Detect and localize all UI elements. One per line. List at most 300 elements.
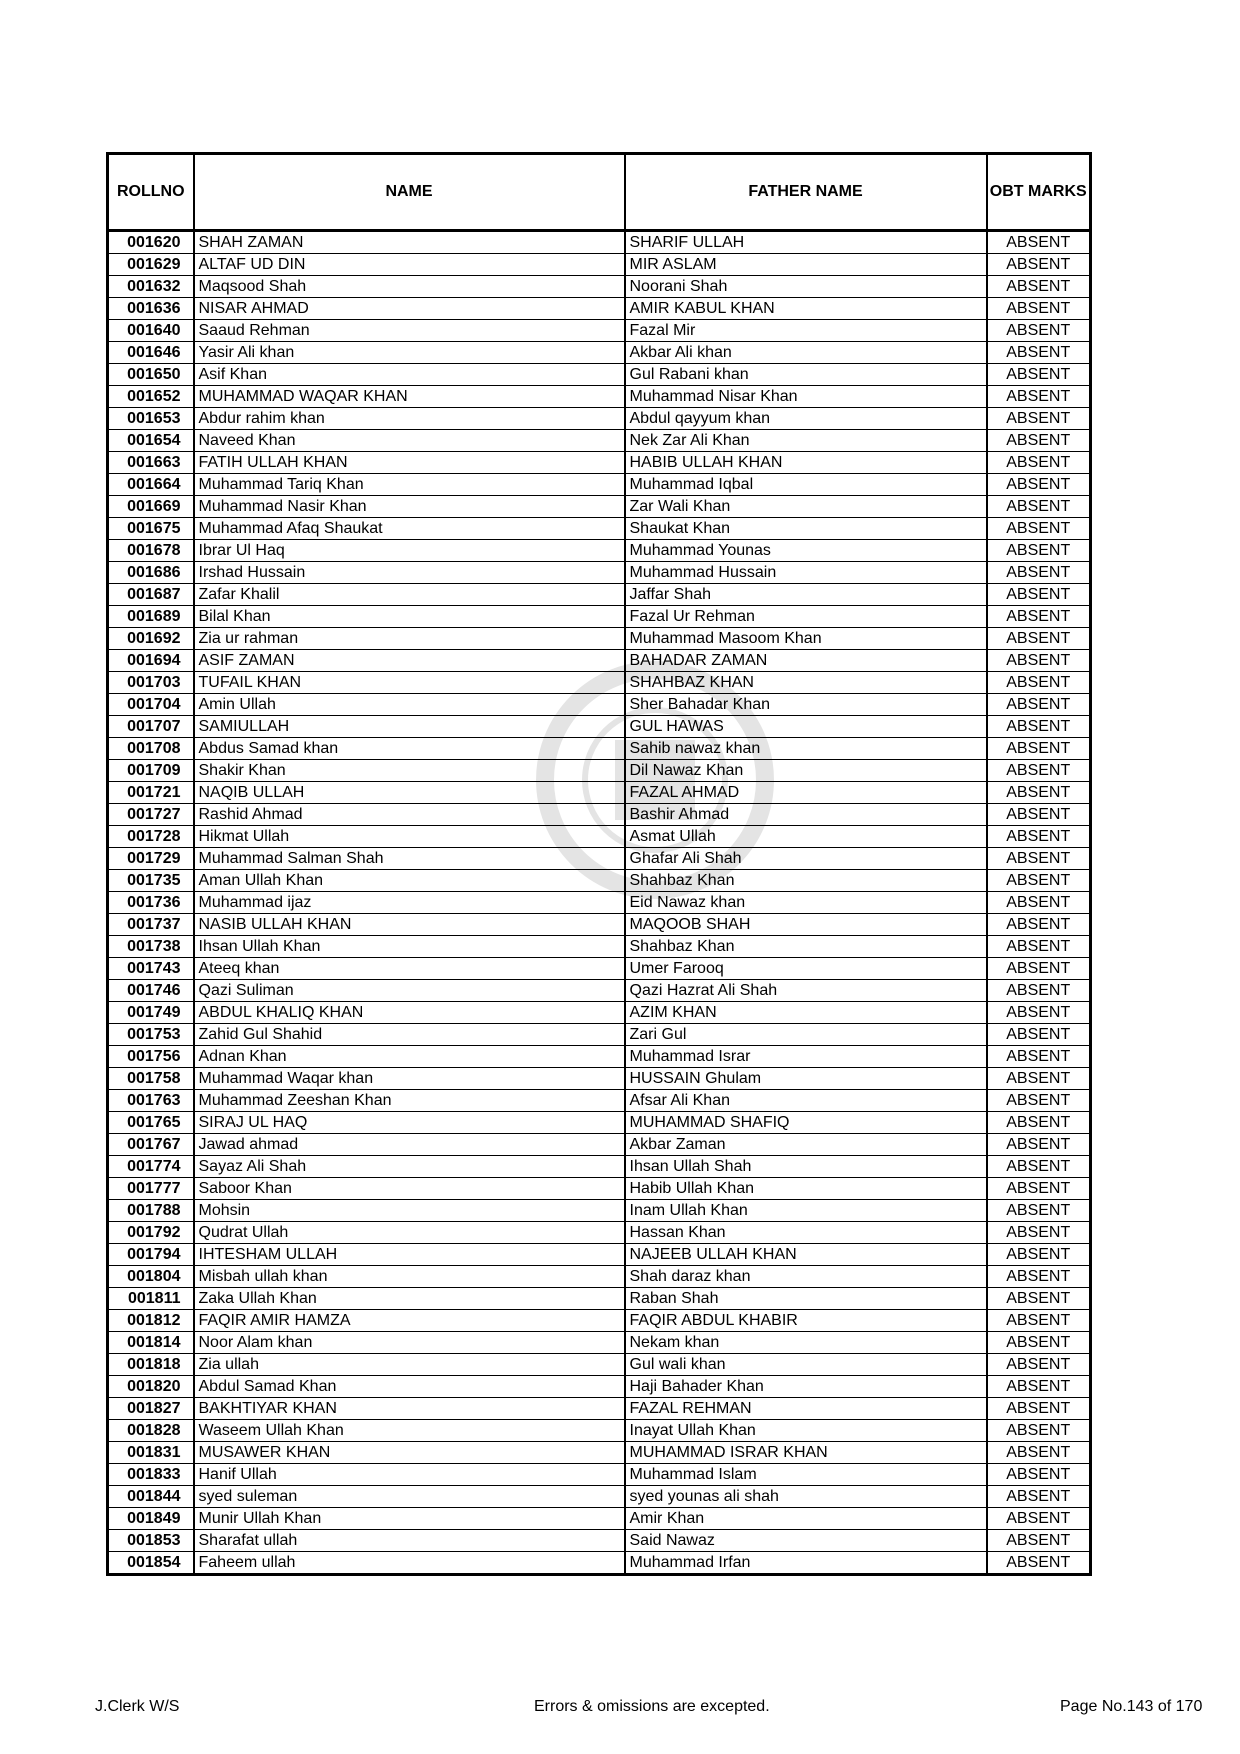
roll-number-cell: 001650: [108, 364, 194, 386]
marks-cell: ABSENT: [987, 760, 1091, 782]
father-name-cell: Abdul qayyum khan: [625, 408, 987, 430]
father-name-cell: Fazal Ur Rehman: [625, 606, 987, 628]
table-row: [108, 276, 1091, 298]
marks-cell: ABSENT: [987, 1178, 1091, 1200]
roll-number-cell: 001788: [108, 1200, 194, 1222]
roll-number-cell: 001664: [108, 474, 194, 496]
roll-number-cell: 001640: [108, 320, 194, 342]
father-name-cell: Inayat Ullah Khan: [625, 1420, 987, 1442]
marks-cell: ABSENT: [987, 320, 1091, 342]
name-cell: syed suleman: [194, 1486, 625, 1508]
roll-number-cell: 001652: [108, 386, 194, 408]
name-cell: SIRAJ UL HAQ: [194, 1112, 625, 1134]
father-name-cell: Asmat Ullah: [625, 826, 987, 848]
table-row: [108, 1068, 1091, 1090]
name-cell: IHTESHAM ULLAH: [194, 1244, 625, 1266]
marks-cell: ABSENT: [987, 1332, 1091, 1354]
table-row: [108, 1090, 1091, 1112]
marks-cell: ABSENT: [987, 518, 1091, 540]
table-row: [108, 254, 1091, 276]
table-row: [108, 1156, 1091, 1178]
father-name-cell: Akbar Zaman: [625, 1134, 987, 1156]
father-name-cell: NAJEEB ULLAH KHAN: [625, 1244, 987, 1266]
name-cell: NAQIB ULLAH: [194, 782, 625, 804]
marks-cell: ABSENT: [987, 782, 1091, 804]
roll-number-cell: 001675: [108, 518, 194, 540]
table-row: [108, 386, 1091, 408]
marks-cell: ABSENT: [987, 1090, 1091, 1112]
father-name-cell: Fazal Mir: [625, 320, 987, 342]
name-cell: NASIB ULLAH KHAN: [194, 914, 625, 936]
marks-cell: ABSENT: [987, 430, 1091, 452]
marks-cell: ABSENT: [987, 738, 1091, 760]
name-cell: Asif Khan: [194, 364, 625, 386]
marks-cell: ABSENT: [987, 914, 1091, 936]
roll-number-cell: 001708: [108, 738, 194, 760]
marks-cell: ABSENT: [987, 386, 1091, 408]
father-name-cell: GUL HAWAS: [625, 716, 987, 738]
name-cell: Abdul Samad Khan: [194, 1376, 625, 1398]
marks-cell: ABSENT: [987, 496, 1091, 518]
marks-cell: ABSENT: [987, 474, 1091, 496]
table-row: [108, 628, 1091, 650]
table-row: [108, 1376, 1091, 1398]
marks-cell: ABSENT: [987, 804, 1091, 826]
name-cell: ABDUL KHALIQ KHAN: [194, 1002, 625, 1024]
name-cell: Zaka Ullah Khan: [194, 1288, 625, 1310]
marks-cell: ABSENT: [987, 1464, 1091, 1486]
roll-number-cell: 001828: [108, 1420, 194, 1442]
table-row: [108, 650, 1091, 672]
roll-number-cell: 001687: [108, 584, 194, 606]
father-name-cell: Shah daraz khan: [625, 1266, 987, 1288]
name-cell: FAQIR AMIR HAMZA: [194, 1310, 625, 1332]
table-row: [108, 562, 1091, 584]
father-name-cell: Muhammad Hussain: [625, 562, 987, 584]
table-row: [108, 870, 1091, 892]
table-row: [108, 782, 1091, 804]
name-cell: Irshad Hussain: [194, 562, 625, 584]
marks-cell: ABSENT: [987, 936, 1091, 958]
father-name-cell: Inam Ullah Khan: [625, 1200, 987, 1222]
name-cell: Hanif Ullah: [194, 1464, 625, 1486]
roll-number-cell: 001792: [108, 1222, 194, 1244]
roll-number-cell: 001654: [108, 430, 194, 452]
father-name-cell: FAZAL REHMAN: [625, 1398, 987, 1420]
father-name-cell: Said Nawaz: [625, 1530, 987, 1552]
roll-number-cell: 001853: [108, 1530, 194, 1552]
table-row: [108, 298, 1091, 320]
marks-cell: ABSENT: [987, 1024, 1091, 1046]
father-name-cell: SHAHBAZ KHAN: [625, 672, 987, 694]
table-row: [108, 1002, 1091, 1024]
father-name-cell: SHARIF ULLAH: [625, 231, 987, 254]
marks-cell: ABSENT: [987, 1376, 1091, 1398]
roll-number-cell: 001820: [108, 1376, 194, 1398]
roll-number-cell: 001709: [108, 760, 194, 782]
roll-number-cell: 001707: [108, 716, 194, 738]
roll-number-cell: 001632: [108, 276, 194, 298]
name-cell: Muhammad Zeeshan Khan: [194, 1090, 625, 1112]
name-cell: Bilal Khan: [194, 606, 625, 628]
marks-cell: ABSENT: [987, 1222, 1091, 1244]
header-father-name: FATHER NAME: [625, 154, 987, 231]
roll-number-cell: 001811: [108, 1288, 194, 1310]
table-row: [108, 1178, 1091, 1200]
father-name-cell: Nekam khan: [625, 1332, 987, 1354]
marks-cell: ABSENT: [987, 1310, 1091, 1332]
table-row: [108, 1200, 1091, 1222]
roll-number-cell: 001653: [108, 408, 194, 430]
name-cell: Misbah ullah khan: [194, 1266, 625, 1288]
marks-cell: ABSENT: [987, 1266, 1091, 1288]
name-cell: Abdus Samad khan: [194, 738, 625, 760]
table-row: [108, 804, 1091, 826]
roll-number-cell: 001663: [108, 452, 194, 474]
marks-cell: ABSENT: [987, 848, 1091, 870]
marks-cell: ABSENT: [987, 1530, 1091, 1552]
marks-cell: ABSENT: [987, 1420, 1091, 1442]
father-name-cell: Nek Zar Ali Khan: [625, 430, 987, 452]
father-name-cell: Shahbaz Khan: [625, 870, 987, 892]
roll-number-cell: 001753: [108, 1024, 194, 1046]
roll-number-cell: 001620: [108, 231, 194, 254]
table-row: [108, 716, 1091, 738]
table-row: [108, 1244, 1091, 1266]
roll-number-cell: 001678: [108, 540, 194, 562]
father-name-cell: AMIR KABUL KHAN: [625, 298, 987, 320]
marks-cell: ABSENT: [987, 606, 1091, 628]
roll-number-cell: 001804: [108, 1266, 194, 1288]
marks-cell: ABSENT: [987, 1156, 1091, 1178]
table-row: [108, 826, 1091, 848]
roll-number-cell: 001794: [108, 1244, 194, 1266]
marks-cell: ABSENT: [987, 672, 1091, 694]
roll-number-cell: 001749: [108, 1002, 194, 1024]
father-name-cell: Muhammad Islam: [625, 1464, 987, 1486]
table-row: [108, 1530, 1091, 1552]
name-cell: Jawad ahmad: [194, 1134, 625, 1156]
father-name-cell: Muhammad Irfan: [625, 1552, 987, 1575]
name-cell: ALTAF UD DIN: [194, 254, 625, 276]
marks-cell: ABSENT: [987, 1134, 1091, 1156]
name-cell: Maqsood Shah: [194, 276, 625, 298]
roll-number-cell: 001765: [108, 1112, 194, 1134]
header-obt-marks: OBT MARKS: [987, 154, 1091, 231]
table-row: [108, 540, 1091, 562]
roll-number-cell: 001729: [108, 848, 194, 870]
table-row: [108, 1354, 1091, 1376]
marks-cell: ABSENT: [987, 1002, 1091, 1024]
marks-cell: ABSENT: [987, 628, 1091, 650]
marks-cell: ABSENT: [987, 1200, 1091, 1222]
father-name-cell: Qazi Hazrat Ali Shah: [625, 980, 987, 1002]
marks-cell: ABSENT: [987, 980, 1091, 1002]
roll-number-cell: 001738: [108, 936, 194, 958]
father-name-cell: Raban Shah: [625, 1288, 987, 1310]
father-name-cell: Dil Nawaz Khan: [625, 760, 987, 782]
father-name-cell: MIR ASLAM: [625, 254, 987, 276]
marks-cell: ABSENT: [987, 958, 1091, 980]
father-name-cell: Muhammad Masoom Khan: [625, 628, 987, 650]
marks-cell: ABSENT: [987, 562, 1091, 584]
roll-number-cell: 001844: [108, 1486, 194, 1508]
name-cell: Amin Ullah: [194, 694, 625, 716]
name-cell: BAKHTIYAR KHAN: [194, 1398, 625, 1420]
name-cell: Munir Ullah Khan: [194, 1508, 625, 1530]
marks-cell: ABSENT: [987, 1288, 1091, 1310]
roll-number-cell: 001777: [108, 1178, 194, 1200]
table-row: [108, 892, 1091, 914]
roll-number-cell: 001636: [108, 298, 194, 320]
marks-cell: ABSENT: [987, 584, 1091, 606]
marks-cell: ABSENT: [987, 364, 1091, 386]
table-row: [108, 1222, 1091, 1244]
name-cell: MUSAWER KHAN: [194, 1442, 625, 1464]
father-name-cell: Muhammad Iqbal: [625, 474, 987, 496]
table-row: [108, 364, 1091, 386]
father-name-cell: Ihsan Ullah Shah: [625, 1156, 987, 1178]
father-name-cell: HUSSAIN Ghulam: [625, 1068, 987, 1090]
father-name-cell: Noorani Shah: [625, 276, 987, 298]
father-name-cell: syed younas ali shah: [625, 1486, 987, 1508]
name-cell: TUFAIL KHAN: [194, 672, 625, 694]
name-cell: Zahid Gul Shahid: [194, 1024, 625, 1046]
table-row: [108, 1266, 1091, 1288]
father-name-cell: Jaffar Shah: [625, 584, 987, 606]
roll-number-cell: 001692: [108, 628, 194, 650]
father-name-cell: Bashir Ahmad: [625, 804, 987, 826]
father-name-cell: Akbar Ali khan: [625, 342, 987, 364]
father-name-cell: HABIB ULLAH KHAN: [625, 452, 987, 474]
father-name-cell: Muhammad Younas: [625, 540, 987, 562]
father-name-cell: Umer Farooq: [625, 958, 987, 980]
roll-number-cell: 001743: [108, 958, 194, 980]
roll-number-cell: 001694: [108, 650, 194, 672]
father-name-cell: Shaukat Khan: [625, 518, 987, 540]
marks-cell: ABSENT: [987, 694, 1091, 716]
marks-cell: ABSENT: [987, 276, 1091, 298]
father-name-cell: FAQIR ABDUL KHABIR: [625, 1310, 987, 1332]
father-name-cell: Haji Bahader Khan: [625, 1376, 987, 1398]
name-cell: MUHAMMAD WAQAR KHAN: [194, 386, 625, 408]
name-cell: Qazi Suliman: [194, 980, 625, 1002]
marks-cell: ABSENT: [987, 231, 1091, 254]
name-cell: Muhammad Salman Shah: [194, 848, 625, 870]
marks-cell: ABSENT: [987, 1046, 1091, 1068]
roll-number-cell: 001746: [108, 980, 194, 1002]
table-row: [108, 936, 1091, 958]
father-name-cell: Gul Rabani khan: [625, 364, 987, 386]
roll-number-cell: 001689: [108, 606, 194, 628]
table-row: [108, 694, 1091, 716]
father-name-cell: MUHAMMAD SHAFIQ: [625, 1112, 987, 1134]
roll-number-cell: 001686: [108, 562, 194, 584]
father-name-cell: Hassan Khan: [625, 1222, 987, 1244]
name-cell: Qudrat Ullah: [194, 1222, 625, 1244]
marks-cell: ABSENT: [987, 1508, 1091, 1530]
marks-cell: ABSENT: [987, 716, 1091, 738]
table-row: [108, 606, 1091, 628]
father-name-cell: Ghafar Ali Shah: [625, 848, 987, 870]
name-cell: Zia ullah: [194, 1354, 625, 1376]
table-row: [108, 342, 1091, 364]
roll-number-cell: 001812: [108, 1310, 194, 1332]
marks-cell: ABSENT: [987, 870, 1091, 892]
name-cell: Yasir Ali khan: [194, 342, 625, 364]
table-row: [108, 738, 1091, 760]
roll-number-cell: 001827: [108, 1398, 194, 1420]
results-table: [106, 152, 1092, 1576]
marks-cell: ABSENT: [987, 342, 1091, 364]
name-cell: Adnan Khan: [194, 1046, 625, 1068]
father-name-cell: Sahib nawaz khan: [625, 738, 987, 760]
father-name-cell: Eid Nawaz khan: [625, 892, 987, 914]
marks-cell: ABSENT: [987, 1244, 1091, 1266]
name-cell: SAMIULLAH: [194, 716, 625, 738]
roll-number-cell: 001814: [108, 1332, 194, 1354]
roll-number-cell: 001767: [108, 1134, 194, 1156]
table-row: [108, 496, 1091, 518]
table-row: [108, 1310, 1091, 1332]
name-cell: Muhammad Waqar khan: [194, 1068, 625, 1090]
roll-number-cell: 001758: [108, 1068, 194, 1090]
father-name-cell: BAHADAR ZAMAN: [625, 650, 987, 672]
father-name-cell: Sher Bahadar Khan: [625, 694, 987, 716]
roll-number-cell: 001721: [108, 782, 194, 804]
father-name-cell: FAZAL AHMAD: [625, 782, 987, 804]
roll-number-cell: 001849: [108, 1508, 194, 1530]
roll-number-cell: 001736: [108, 892, 194, 914]
header-rollno: ROLLNO: [108, 154, 194, 231]
roll-number-cell: 001735: [108, 870, 194, 892]
table-row: [108, 584, 1091, 606]
name-cell: Muhammad Nasir Khan: [194, 496, 625, 518]
name-cell: FATIH ULLAH KHAN: [194, 452, 625, 474]
marks-cell: ABSENT: [987, 254, 1091, 276]
roll-number-cell: 001646: [108, 342, 194, 364]
name-cell: Ihsan Ullah Khan: [194, 936, 625, 958]
table-row: [108, 1508, 1091, 1530]
marks-cell: ABSENT: [987, 408, 1091, 430]
father-name-cell: Zar Wali Khan: [625, 496, 987, 518]
roll-number-cell: 001854: [108, 1552, 194, 1575]
table-header-row: [108, 154, 1091, 231]
footer-disclaimer: Errors & omissions are excepted.: [534, 1698, 770, 1715]
table-row: [108, 1398, 1091, 1420]
roll-number-cell: 001728: [108, 826, 194, 848]
table-row: [108, 1464, 1091, 1486]
roll-number-cell: 001629: [108, 254, 194, 276]
father-name-cell: Muhammad Nisar Khan: [625, 386, 987, 408]
table-row: [108, 1420, 1091, 1442]
name-cell: Zia ur rahman: [194, 628, 625, 650]
table-row: [108, 1486, 1091, 1508]
name-cell: Muhammad Tariq Khan: [194, 474, 625, 496]
father-name-cell: Zari Gul: [625, 1024, 987, 1046]
table-row: [108, 452, 1091, 474]
name-cell: Noor Alam khan: [194, 1332, 625, 1354]
name-cell: Saaud Rehman: [194, 320, 625, 342]
table-row: [108, 1024, 1091, 1046]
name-cell: ASIF ZAMAN: [194, 650, 625, 672]
marks-cell: ABSENT: [987, 1442, 1091, 1464]
name-cell: Muhammad Afaq Shaukat: [194, 518, 625, 540]
table-row: [108, 320, 1091, 342]
name-cell: Ateeq khan: [194, 958, 625, 980]
name-cell: Mohsin: [194, 1200, 625, 1222]
father-name-cell: Habib Ullah Khan: [625, 1178, 987, 1200]
name-cell: Aman Ullah Khan: [194, 870, 625, 892]
table-row: [108, 848, 1091, 870]
marks-cell: ABSENT: [987, 1398, 1091, 1420]
table-row: [108, 1134, 1091, 1156]
table-row: [108, 231, 1091, 254]
name-cell: Sayaz Ali Shah: [194, 1156, 625, 1178]
table-row: [108, 760, 1091, 782]
marks-cell: ABSENT: [987, 1354, 1091, 1376]
father-name-cell: AZIM KHAN: [625, 1002, 987, 1024]
roll-number-cell: 001833: [108, 1464, 194, 1486]
father-name-cell: Gul wali khan: [625, 1354, 987, 1376]
table-row: [108, 408, 1091, 430]
table-row: [108, 1442, 1091, 1464]
footer-clerk: J.Clerk W/S: [95, 1698, 180, 1715]
marks-cell: ABSENT: [987, 452, 1091, 474]
table-row: [108, 474, 1091, 496]
table-row: [108, 518, 1091, 540]
roll-number-cell: 001763: [108, 1090, 194, 1112]
father-name-cell: MAQOOB SHAH: [625, 914, 987, 936]
name-cell: Rashid Ahmad: [194, 804, 625, 826]
roll-number-cell: 001831: [108, 1442, 194, 1464]
name-cell: Hikmat Ullah: [194, 826, 625, 848]
table-row: [108, 1112, 1091, 1134]
marks-cell: ABSENT: [987, 1486, 1091, 1508]
marks-cell: ABSENT: [987, 826, 1091, 848]
marks-cell: ABSENT: [987, 650, 1091, 672]
table-row: [108, 672, 1091, 694]
footer-page-number: Page No.143 of 170: [1060, 1698, 1203, 1715]
name-cell: Naveed Khan: [194, 430, 625, 452]
roll-number-cell: 001818: [108, 1354, 194, 1376]
father-name-cell: Muhammad Israr: [625, 1046, 987, 1068]
table-row: [108, 1046, 1091, 1068]
name-cell: Muhammad ijaz: [194, 892, 625, 914]
name-cell: SHAH ZAMAN: [194, 231, 625, 254]
table-row: [108, 914, 1091, 936]
marks-cell: ABSENT: [987, 1068, 1091, 1090]
roll-number-cell: 001737: [108, 914, 194, 936]
name-cell: Waseem Ullah Khan: [194, 1420, 625, 1442]
name-cell: Ibrar Ul Haq: [194, 540, 625, 562]
roll-number-cell: 001756: [108, 1046, 194, 1068]
name-cell: NISAR AHMAD: [194, 298, 625, 320]
name-cell: Sharafat ullah: [194, 1530, 625, 1552]
roll-number-cell: 001727: [108, 804, 194, 826]
roll-number-cell: 001774: [108, 1156, 194, 1178]
father-name-cell: Afsar Ali Khan: [625, 1090, 987, 1112]
table-row: [108, 1332, 1091, 1354]
marks-cell: ABSENT: [987, 1552, 1091, 1575]
header-name: NAME: [194, 154, 625, 231]
name-cell: Saboor Khan: [194, 1178, 625, 1200]
name-cell: Abdur rahim khan: [194, 408, 625, 430]
marks-cell: ABSENT: [987, 892, 1091, 914]
father-name-cell: Shahbaz Khan: [625, 936, 987, 958]
marks-cell: ABSENT: [987, 298, 1091, 320]
roll-number-cell: 001704: [108, 694, 194, 716]
